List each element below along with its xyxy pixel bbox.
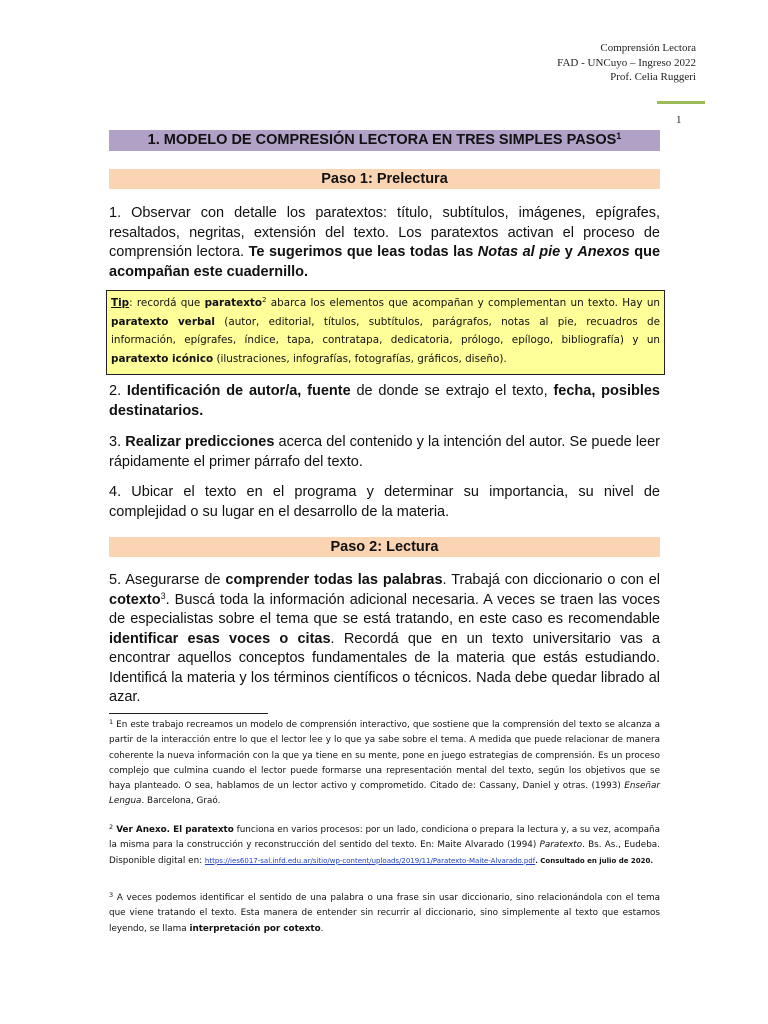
tip-label: Tip xyxy=(111,297,130,309)
main-title xyxy=(109,130,660,151)
step2-item5: 5. Asegurarse de comprender todas las palabras. Trabajá con diccionario o con el cotexto$^3$. Buscá toda la información adicional necesaria. A veces se traen las voces de especialistas sobre el tema que se está tratando, en este caso es recomendable identificar esas voces o citas. Recordá que en un texto universitario vas a encontrar aquellos conceptos fundamentales de la materia que estás estudiando. Identificá la materia y los términos científicos o técnicos. Nada debe quedar librado al azar. xyxy=(109,572,661,705)
header-professor: Prof. Celia Ruggeri xyxy=(610,71,696,83)
step2-heading: Paso 2: Lectura xyxy=(109,537,660,557)
step1-item3: 3. Realizar predicciones acerca del contenido y la intención del autor. Se puede leer rápidamente el primer párrafo del texto. xyxy=(109,434,661,470)
footnote-separator xyxy=(109,713,268,714)
header-institution: FAD - UNCuyo – Ingreso 2022 xyxy=(557,56,696,69)
footnote-1: $^1$ En este trabajo recreamos un modelo de comprensión interactivo, que sostiene que la comprensión del texto se alcanza a partir de la interacción entre lo que el lector lee y lo que ya sabe sobre el tema. A medida que puede relacionar de manera coherente la nueva información con la que ya tiene en su mente, pone en juego estrategias de comprensión. Es un proceso complejo que culmina cuando el lector puede formarse una representación mental del texto, según los objetivos que se haya planteado. O sea, hablamos de un lector activo y comprometido. Citado de: Cassany, Daniel y otras. (1993) Enseñar Lengua. Barcelona, Graó. xyxy=(109,718,660,807)
footnote-ref-1[interactable]: 1 xyxy=(616,131,622,141)
footnote-3: $^3$ A veces podemos identificar el sentido de una palabra o una frase sin usar diccionario, sino relacionándola con el tema que viene tratando el texto. Esta manera de entender sin recurrir al diccionario, sino simplemente al texto que estamos leyendo, se llama interpretación por cotexto. xyxy=(109,891,660,934)
header-accent-rule xyxy=(657,101,705,104)
footnote-ref-3[interactable]: 3 xyxy=(160,590,166,601)
header-course: Comprensión Lectora xyxy=(600,42,696,54)
step1-heading: Paso 1: Prelectura xyxy=(109,169,660,189)
paratexto-pdf-link[interactable]: https://ies6017-sal.infd.edu.ar/sitio/wp-content/uploads/2019/11/Paratexto-Maite-Alvarado.pdf xyxy=(204,856,536,865)
step1-item1: 1. Observar con detalle los paratextos: título, subtítulos, imágenes, epígrafes, resaltados, negritas, extensión del texto. Los paratextos activan el proceso de comprensión lectora. Te sugerimos que leas todas las Notas al pie y Anexos que acompañan este cuadernillo. xyxy=(109,205,661,280)
page-number: 1 xyxy=(676,114,682,126)
footnote-2: $^2$ Ver Anexo. El paratexto funciona en varios procesos: por un lado, condiciona o prepara la lectura y, a su vez, acompaña la misma para la construcción y reconstrucción del sentido del texto. En: Maite Alvarado (1994) Paratexto. Bs. As., Eudeba. Disponible digital en: https://ies6017-sal.infd.edu.ar/sitio/wp-content/uploads/2019/11/Paratexto-Maite-Alvarado.pdf. Consultado en julio de 2020. xyxy=(109,823,660,866)
tip-box: Tip: recordá que paratexto$^2$ abarca los elementos que acompañan y complementan un texto. Hay un paratexto verbal (autor, editorial, títulos, subtítulos, parágrafos, notas al pie, recuadros de información, epígrafes, índice, tapa, contratapa, dedicatoria, prólogo, epílogo, bibliografía) y un paratexto icónico (ilustraciones, infografías, fotografías, gráficos, diseño). xyxy=(106,290,665,375)
step1-item4: 4. Ubicar el texto en el programa y determinar su importancia, su nivel de complejidad o su lugar en el desarrollo de la materia. xyxy=(109,484,660,520)
footnote-ref-2[interactable]: 2 xyxy=(262,296,267,304)
page-header xyxy=(557,41,696,85)
step1-item2: 2. Identificación de autor/a, fuente de donde se extrajo el texto, fecha, posibles destinatarios. xyxy=(109,383,660,419)
main-title-text: 1. MODELO DE COMPRESIÓN LECTORA EN TRES SIMPLES PASOS xyxy=(147,132,617,148)
